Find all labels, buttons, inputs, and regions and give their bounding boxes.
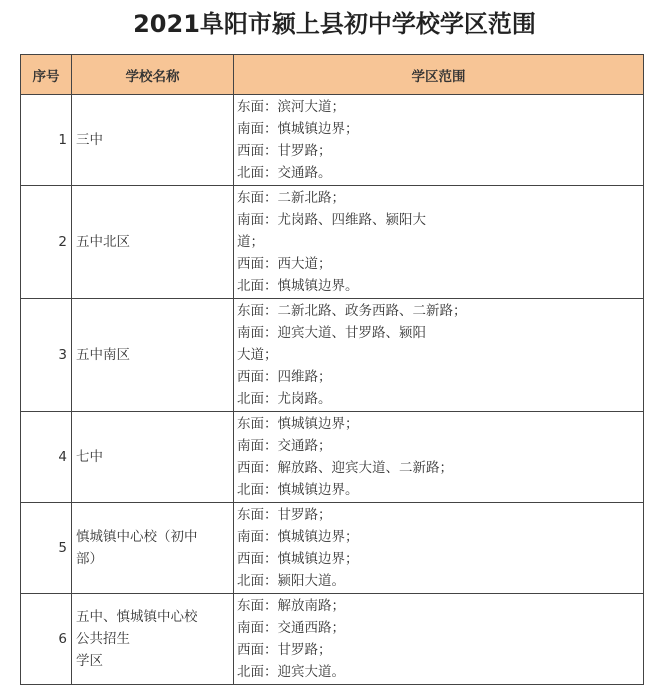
school-name: [72, 186, 234, 299]
range-line: 道；: [237, 234, 264, 250]
header-num: 序号: [21, 55, 72, 95]
range-line: 西面：四维路；: [237, 369, 332, 385]
school-name: [72, 95, 234, 186]
range-line: 南面：迎宾大道、甘罗路、颍阳: [237, 325, 426, 341]
school-name-line: 五中南区: [76, 347, 130, 363]
district-range: [234, 412, 644, 503]
range-line: 东面：解放南路；: [237, 598, 345, 614]
range-line: 北面：交通路。: [237, 165, 332, 181]
range-line: 东面：慎城镇边界；: [237, 416, 359, 432]
school-name-line: 五中、慎城镇中心校: [76, 609, 198, 625]
school-name-line: 部）: [76, 551, 103, 567]
range-line: 东面：滨河大道；: [237, 99, 345, 115]
range-line: 西面：解放路、迎宾大道、二新路；: [237, 460, 453, 476]
range-line: 大道；: [237, 347, 278, 363]
table-row: [21, 299, 644, 412]
row-number: 1: [21, 95, 72, 186]
school-name-line: 公共招生: [76, 631, 130, 647]
district-range: [234, 503, 644, 594]
header-range: 学区范围: [234, 55, 644, 95]
range-line: 西面：慎城镇边界；: [237, 551, 359, 567]
range-line: 西面：甘罗路；: [237, 642, 332, 658]
district-range: [234, 299, 644, 412]
range-line: 东面：二新北路；: [237, 190, 345, 206]
school-name-line: 学区: [76, 653, 103, 669]
header-school: 学校名称: [72, 55, 234, 95]
range-line: 西面：西大道；: [237, 256, 332, 272]
range-line: 南面：慎城镇边界；: [237, 121, 359, 137]
range-line: 东面：二新北路、政务西路、二新路；: [237, 303, 467, 319]
range-line: 北面：颍阳大道。: [237, 573, 345, 589]
table-header-row: [21, 55, 644, 95]
row-number: 3: [21, 299, 72, 412]
table-row: [21, 503, 644, 594]
row-number: 5: [21, 503, 72, 594]
school-name-line: 五中北区: [76, 234, 130, 250]
range-line: 西面：甘罗路；: [237, 143, 332, 159]
school-name-line: 三中: [76, 132, 103, 148]
district-range: [234, 186, 644, 299]
range-line: 南面：交通路；: [237, 438, 332, 454]
table-row: [21, 412, 644, 503]
school-name-line: 七中: [76, 449, 103, 465]
range-line: 北面：慎城镇边界。: [237, 482, 359, 498]
table-row: [21, 95, 644, 186]
range-line: 南面：慎城镇边界；: [237, 529, 359, 545]
range-line: 南面：交通西路；: [237, 620, 345, 636]
school-name-line: 慎城镇中心校（初中: [76, 529, 198, 545]
school-name: [72, 503, 234, 594]
row-number: 4: [21, 412, 72, 503]
page-title: 2021阜阳市颍上县初中学校学区范围: [133, 10, 536, 38]
row-number: 2: [21, 186, 72, 299]
school-name: [72, 299, 234, 412]
table-row: [21, 186, 644, 299]
range-line: 北面：迎宾大道。: [237, 664, 345, 680]
range-line: 北面：尤岗路。: [237, 391, 332, 407]
range-line: 东面：甘罗路；: [237, 507, 332, 523]
school-name: [72, 412, 234, 503]
row-number: 6: [21, 594, 72, 685]
district-range: [234, 594, 644, 685]
table-row: [21, 594, 644, 685]
school-district-table: [20, 54, 644, 685]
school-name: [72, 594, 234, 685]
range-line: 南面：尤岗路、四维路、颍阳大: [237, 212, 426, 228]
district-range: [234, 95, 644, 186]
range-line: 北面：慎城镇边界。: [237, 278, 359, 294]
